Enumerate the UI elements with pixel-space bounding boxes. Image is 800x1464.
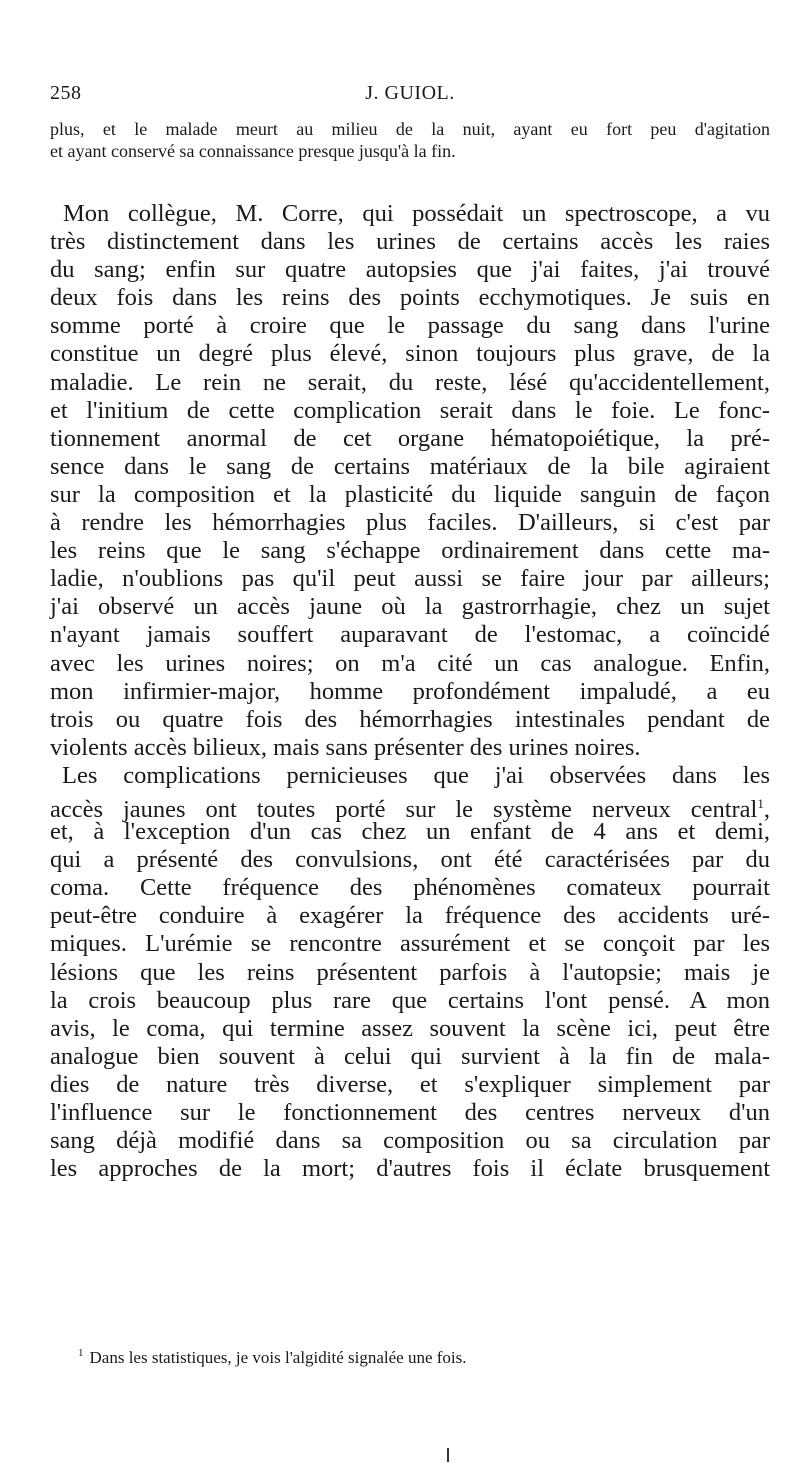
body-text xyxy=(50,200,770,1183)
text-line: sang déjà modifié dans sa composition ou sa circulation par xyxy=(50,1127,770,1155)
text-line: les approches de la mort; d'autres fois il éclate brusquement xyxy=(50,1155,770,1183)
text-line: lésions que les reins présentent parfois à l'autopsie; mais je xyxy=(50,958,770,986)
text-line: avis, le coma, qui termine assez souvent la scène ici, peut être xyxy=(50,1014,770,1042)
running-head xyxy=(50,82,770,108)
text-line: tionnement anormal de cet organe hématopoiétique, la pré- xyxy=(50,424,770,452)
text-line: du sang; enfin sur quatre autopsies que j'ai faites, j'ai trouvé xyxy=(50,256,770,284)
text-line: avec les urines noires; on m'a cité un cas analogue. Enfin, xyxy=(50,649,770,677)
paragraph-2 xyxy=(50,762,770,1183)
text-line: somme porté à croire que le passage du sang dans l'urine xyxy=(50,312,770,340)
footnote xyxy=(78,1348,467,1368)
text-line: sence dans le sang de certains matériaux de la bile agiraient xyxy=(50,452,770,480)
text-line: ladie, n'oublions pas qu'il peut aussi se faire jour par ailleurs; xyxy=(50,565,770,593)
text-line: deux fois dans les reins des points ecchymotiques. Je suis en xyxy=(50,284,770,312)
text-line: la crois beaucoup plus rare que certains l'ont pensé. A mon xyxy=(50,986,770,1014)
text-line: maladie. Le rein ne serait, du reste, lésé qu'accidentellement, xyxy=(50,368,770,396)
text-line: très distinctement dans les urines de certains accès les raies xyxy=(50,228,770,256)
text-line: mon infirmier-major, homme profondément impaludé, a eu xyxy=(50,677,770,705)
text-line: plus, et le malade meurt au milieu de la nuit, ayant eu fort peu d'agitation xyxy=(50,119,770,139)
text-line-content: accès jaunes ont toutes porté sur le système nerveux central xyxy=(50,796,758,824)
text-line: miques. L'urémie se rencontre assurément et se conçoit par les xyxy=(50,930,770,958)
text-line: j'ai observé un accès jaune où la gastrorrhagie, chez un sujet xyxy=(50,593,770,621)
text-line: l'influence sur le fonctionnement des centres nerveux d'un xyxy=(50,1099,770,1126)
text-line: Mon collègue, M. Corre, qui possédait un spectroscope, a vu xyxy=(63,200,770,227)
text-line: dies de nature très diverse, et s'expliquer simplement par xyxy=(50,1070,770,1098)
text-line: qui a présenté des convulsions, ont été caractérisées par du xyxy=(50,846,770,874)
text-line: à rendre les hémorrhagies plus faciles. D'ailleurs, si c'est par xyxy=(50,509,770,537)
text-line: et ayant conservé sa connaissance presque jusqu'à la fin. xyxy=(50,141,456,161)
text-line: les reins que le sang s'échappe ordinairement dans cette ma- xyxy=(50,537,770,565)
running-title: J. GUIOL. xyxy=(365,82,455,104)
text-line: trois ou quatre fois des hémorrhagies intestinales pendant de xyxy=(50,705,770,733)
text-line: sur la composition et la plasticité du liquide sanguin de façon xyxy=(50,480,770,508)
preceding-paragraph xyxy=(50,118,770,162)
print-artifact-mark xyxy=(447,1448,449,1462)
footnote-reference: 1 xyxy=(757,795,764,811)
text-line: constitue un degré plus élevé, sinon toujours plus grave, de la xyxy=(50,340,770,368)
paragraph-1 xyxy=(50,200,770,762)
text-line: n'ayant jamais souffert auparavant de l'estomac, a coïncidé xyxy=(50,621,770,649)
text-line: et l'initium de cette complication serait dans le foie. Le fonc- xyxy=(50,396,770,424)
text-line: violents accès bilieux, mais sans présenter des urines noires. xyxy=(50,733,641,761)
footnote-mark: 1 xyxy=(78,1347,84,1359)
text-line-with-footnote-ref: accès jaunes ont toutes porté sur le système nerveux central$^1$, xyxy=(50,795,770,824)
text-line: coma. Cette fréquence des phénomènes comateux pourrait xyxy=(50,874,770,902)
text-line: analogue bien souvent à celui qui survient à la fin de mala- xyxy=(50,1042,770,1070)
footnote-text: Dans les statistiques, je vois l'algidité signalée une fois. xyxy=(89,1348,467,1367)
page-number: 258 xyxy=(50,82,82,104)
text-line: Les complications pernicieuses que j'ai observées dans les xyxy=(62,761,770,789)
text-line: peut-être conduire à exagérer la fréquence des accidents uré- xyxy=(50,902,770,930)
text-line: et, à l'exception d'un cas chez un enfant de 4 ans et demi, xyxy=(50,818,770,846)
